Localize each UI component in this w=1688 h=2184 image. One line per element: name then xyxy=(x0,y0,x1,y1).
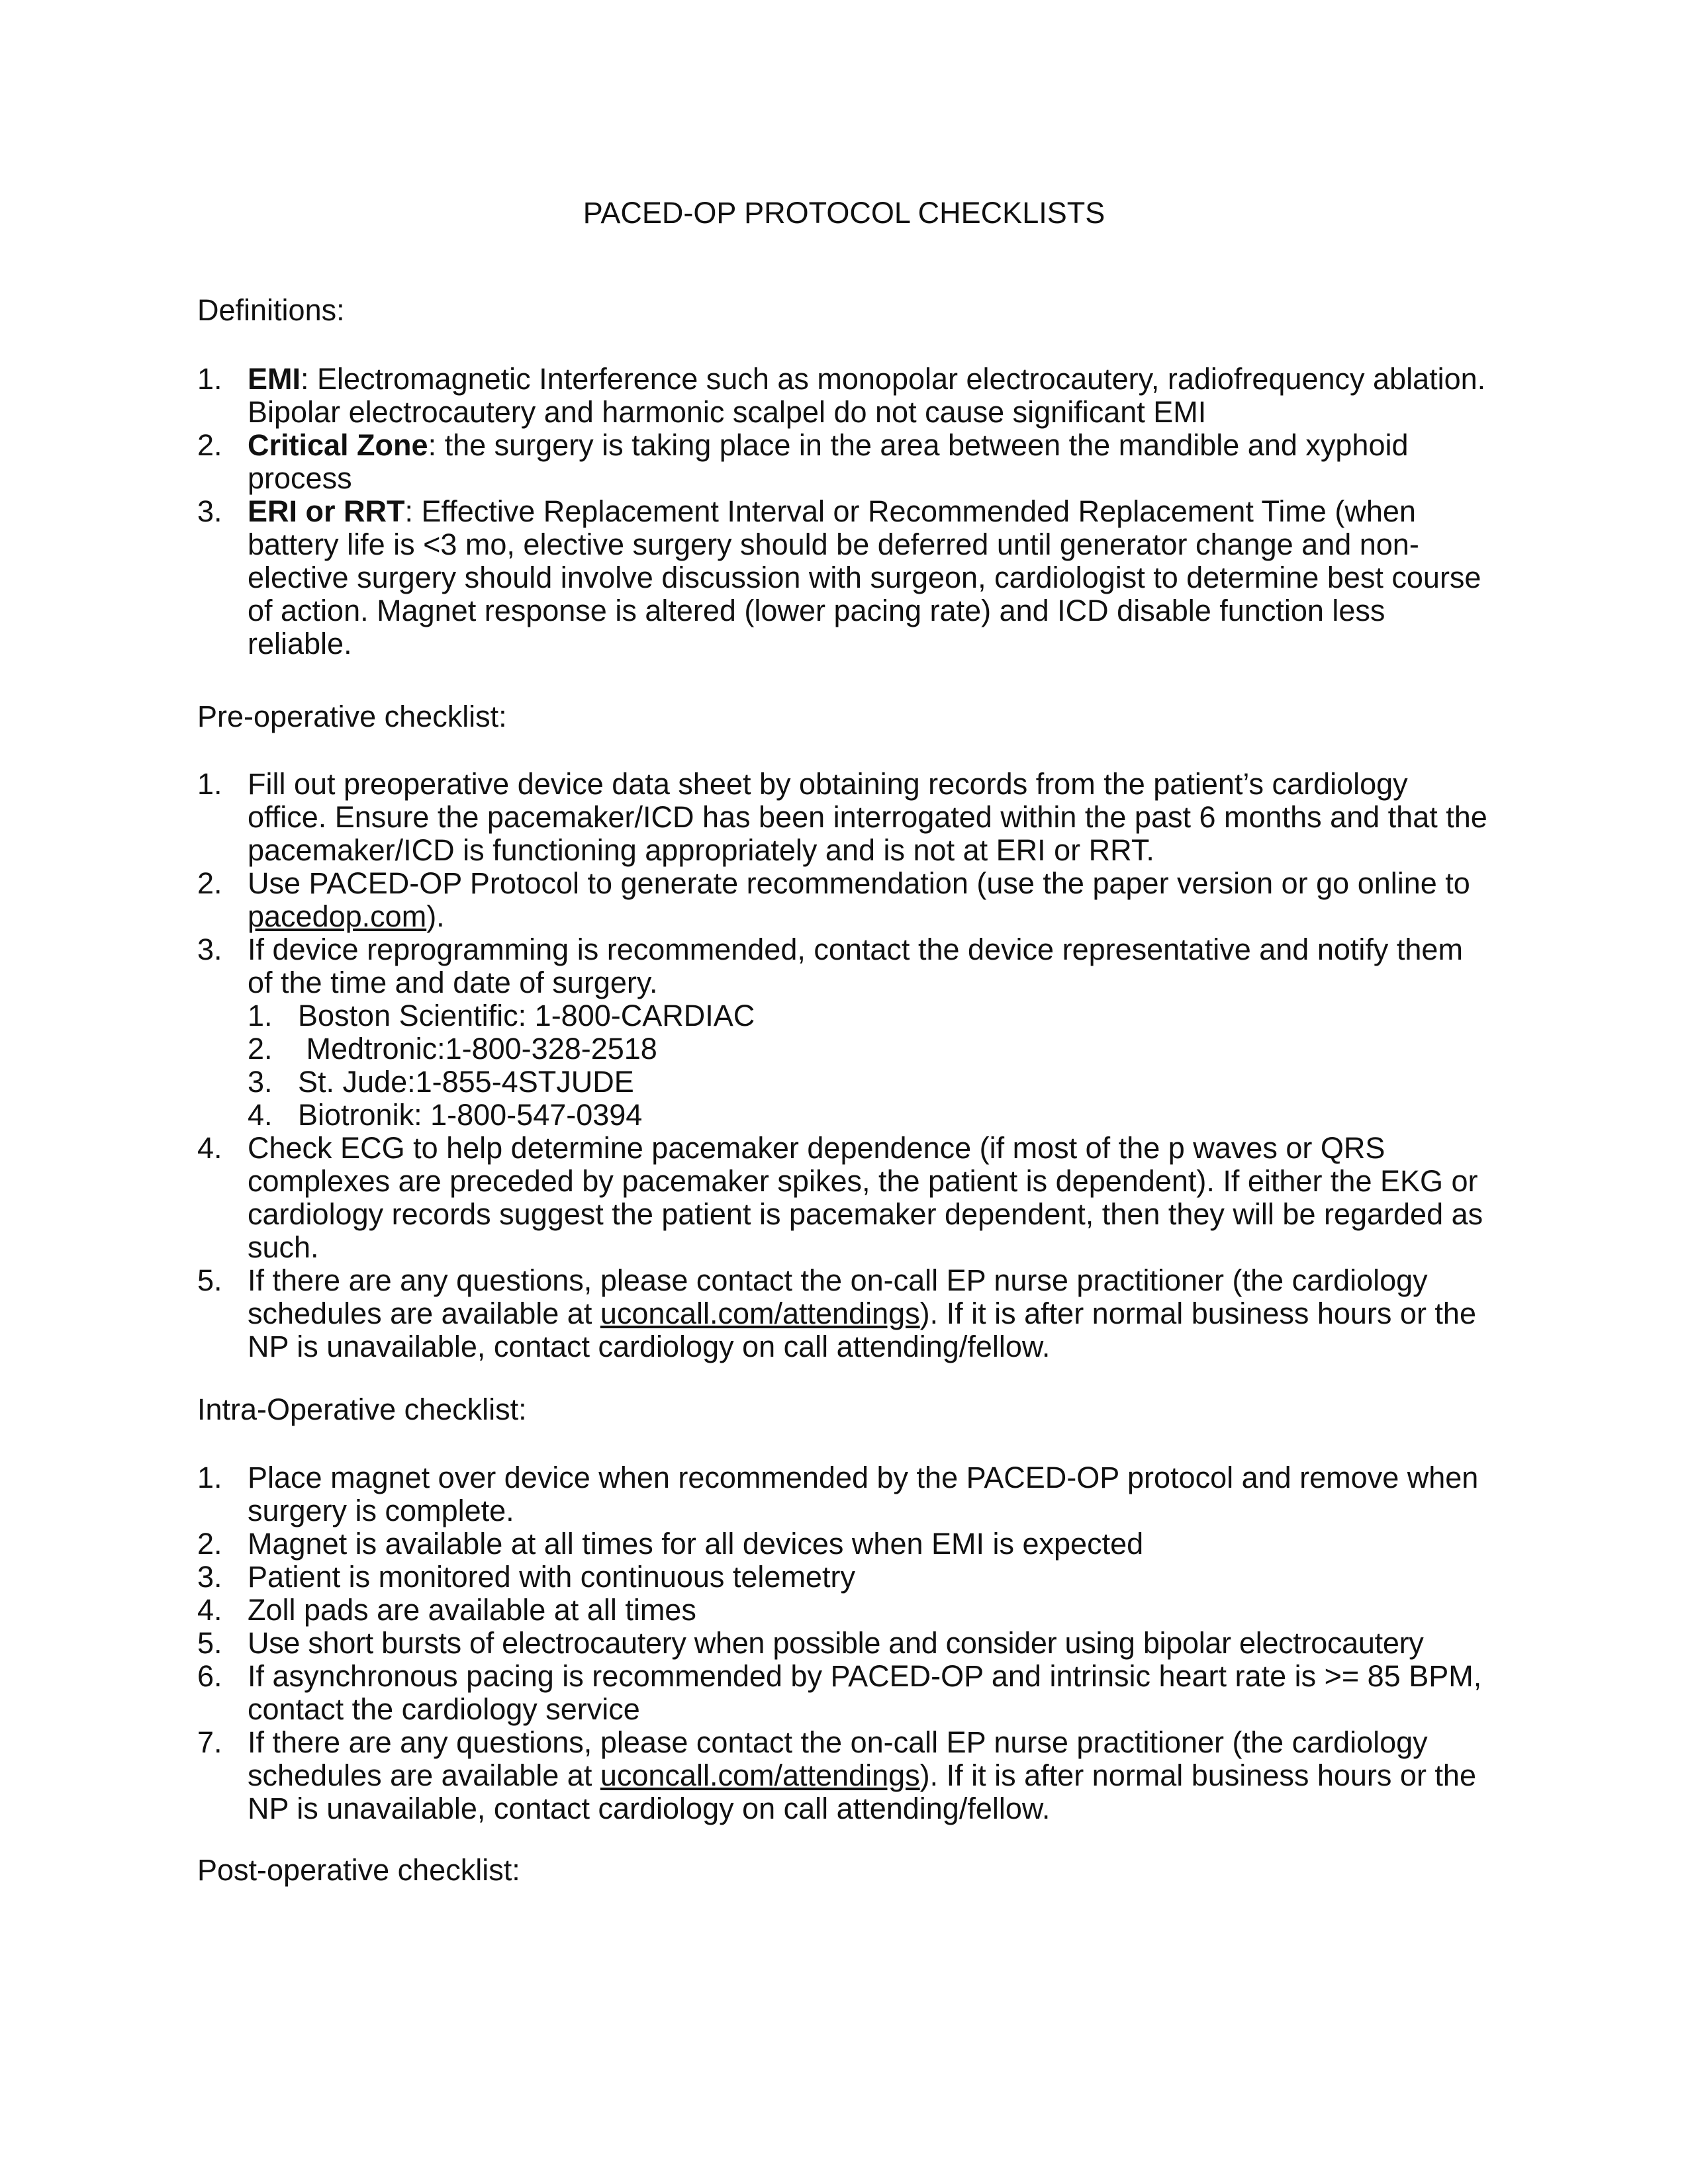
list-item xyxy=(197,1461,1488,1527)
item-number: 5. xyxy=(197,1626,222,1660)
item-text: Magnet is available at all times for all devices when EMI is expected xyxy=(248,1527,1144,1561)
list-item xyxy=(248,1099,1488,1132)
item-number: 1. xyxy=(197,1461,222,1494)
item-text: Zoll pads are available at all times xyxy=(248,1593,696,1627)
item-text: ). If it is after normal business hours or the NP is unavailable, contact cardiology on call attending/fellow. xyxy=(248,1297,1476,1363)
uconcall-link[interactable]: uconcall.com/attendings xyxy=(600,1297,920,1330)
item-number: 3. xyxy=(197,1560,222,1594)
definition-text: : the surgery is taking place in the area between the mandible and xyphoid process xyxy=(248,428,1409,495)
item-text: If there are any questions, please contact the on-call EP nurse practitioner (the cardiology schedules are available at xyxy=(248,1263,1428,1330)
list-item xyxy=(197,1561,1488,1594)
item-text: Biotronik: 1-800-547-0394 xyxy=(298,1098,643,1132)
item-number: 1. xyxy=(248,999,273,1032)
definitions-heading: Definitions: xyxy=(197,293,345,327)
item-text: If device reprogramming is recommended, contact the device representative and notify them of the time and date of surgery. xyxy=(248,933,1463,999)
list-item xyxy=(197,1527,1488,1561)
list-item xyxy=(197,363,1488,429)
definition-term: Critical Zone xyxy=(248,428,428,462)
list-item xyxy=(197,768,1488,867)
list-item xyxy=(197,1132,1488,1264)
definitions-list xyxy=(197,363,1488,660)
pacedop-link[interactable]: pacedop.com xyxy=(248,899,427,933)
item-number: 3. xyxy=(197,494,222,528)
item-text: Patient is monitored with continuous telemetry xyxy=(248,1560,855,1594)
uconcall-link[interactable]: uconcall.com/attendings xyxy=(600,1758,920,1792)
definition-text: : Electromagnetic Interference such as monopolar electrocautery, radiofrequency ablation. Bipolar electrocautery and harmonic scalpel do not cause significant EMI xyxy=(248,362,1486,429)
list-item xyxy=(197,867,1488,933)
list-item xyxy=(248,1032,1488,1066)
item-number: 5. xyxy=(197,1263,222,1297)
list-item xyxy=(197,1660,1488,1726)
item-text: Boston Scientific: 1-800-CARDIAC xyxy=(298,999,755,1032)
item-text: ). xyxy=(426,899,445,933)
definition-text: : Effective Replacement Interval or Recommended Replacement Time (when battery life is <3 mo, elective surgery should be deferred until generator change and non-elective surgery should involve discussion with surgeon, cardiologist to determine best course of action. Magnet response is altered (lower pacing rate) and ICD disable function less reliable. xyxy=(248,494,1481,660)
intraop-heading: Intra-Operative checklist: xyxy=(197,1392,527,1426)
item-number: 4. xyxy=(248,1098,273,1132)
item-text: Check ECG to help determine pacemaker dependence (if most of the p waves or QRS complexes are preceded by pacemaker spikes, the patient is dependent). If either the EKG or cardiology records suggest the patient is pacemaker dependent, then they will be regarded as such. xyxy=(248,1131,1483,1264)
list-item xyxy=(197,1726,1488,1825)
item-text: If there are any questions, please contact the on-call EP nurse practitioner (the cardiology schedules are available at xyxy=(248,1725,1428,1792)
list-item xyxy=(197,429,1488,495)
item-number: 6. xyxy=(197,1659,222,1693)
list-item xyxy=(197,1264,1488,1363)
item-text: Use PACED-OP Protocol to generate recommendation (use the paper version or go online to xyxy=(248,866,1470,900)
item-text: St. Jude:1-855-4STJUDE xyxy=(298,1065,634,1099)
definition-term: EMI xyxy=(248,362,301,396)
item-number: 2. xyxy=(197,428,222,462)
item-number: 1. xyxy=(197,767,222,801)
list-item xyxy=(248,1066,1488,1099)
item-number: 4. xyxy=(197,1593,222,1627)
page-title: PACED-OP PROTOCOL CHECKLISTS xyxy=(583,196,1105,230)
item-text: Fill out preoperative device data sheet by obtaining records from the patient’s cardiology office. Ensure the pacemaker/ICD has been interrogated within the past 6 months and that the pacemaker/ICD is functioning appropriately and is not at ERI or RRT. xyxy=(248,767,1487,867)
item-number: 2. xyxy=(197,1527,222,1561)
item-text: Place magnet over device when recommended by the PACED-OP protocol and remove when surgery is complete. xyxy=(248,1461,1479,1527)
list-item xyxy=(197,1594,1488,1627)
item-text: If asynchronous pacing is recommended by PACED-OP and intrinsic heart rate is >= 85 BPM, contact the cardiology service xyxy=(248,1659,1482,1726)
item-number: 3. xyxy=(197,933,222,966)
item-number: 1. xyxy=(197,362,222,396)
item-number: 4. xyxy=(197,1131,222,1165)
definition-term: ERI or RRT xyxy=(248,494,405,528)
preop-list xyxy=(197,768,1488,1363)
item-number: 3. xyxy=(248,1065,273,1099)
postop-heading: Post-operative checklist: xyxy=(197,1853,520,1887)
item-number: 7. xyxy=(197,1725,222,1759)
item-text: Medtronic:1-800-328-2518 xyxy=(298,1032,657,1066)
list-item xyxy=(197,933,1488,1132)
intraop-list xyxy=(197,1461,1488,1825)
list-item xyxy=(248,999,1488,1032)
list-item xyxy=(197,495,1488,660)
item-number: 2. xyxy=(197,866,222,900)
device-rep-list xyxy=(248,999,1488,1132)
preop-heading: Pre-operative checklist: xyxy=(197,700,507,733)
item-number: 2. xyxy=(248,1032,273,1066)
item-text: Use short bursts of electrocautery when possible and consider using bipolar electrocautery xyxy=(248,1626,1424,1660)
list-item xyxy=(197,1627,1488,1660)
item-text: ). If it is after normal business hours or the NP is unavailable, contact cardiology on call attending/fellow. xyxy=(248,1758,1476,1825)
